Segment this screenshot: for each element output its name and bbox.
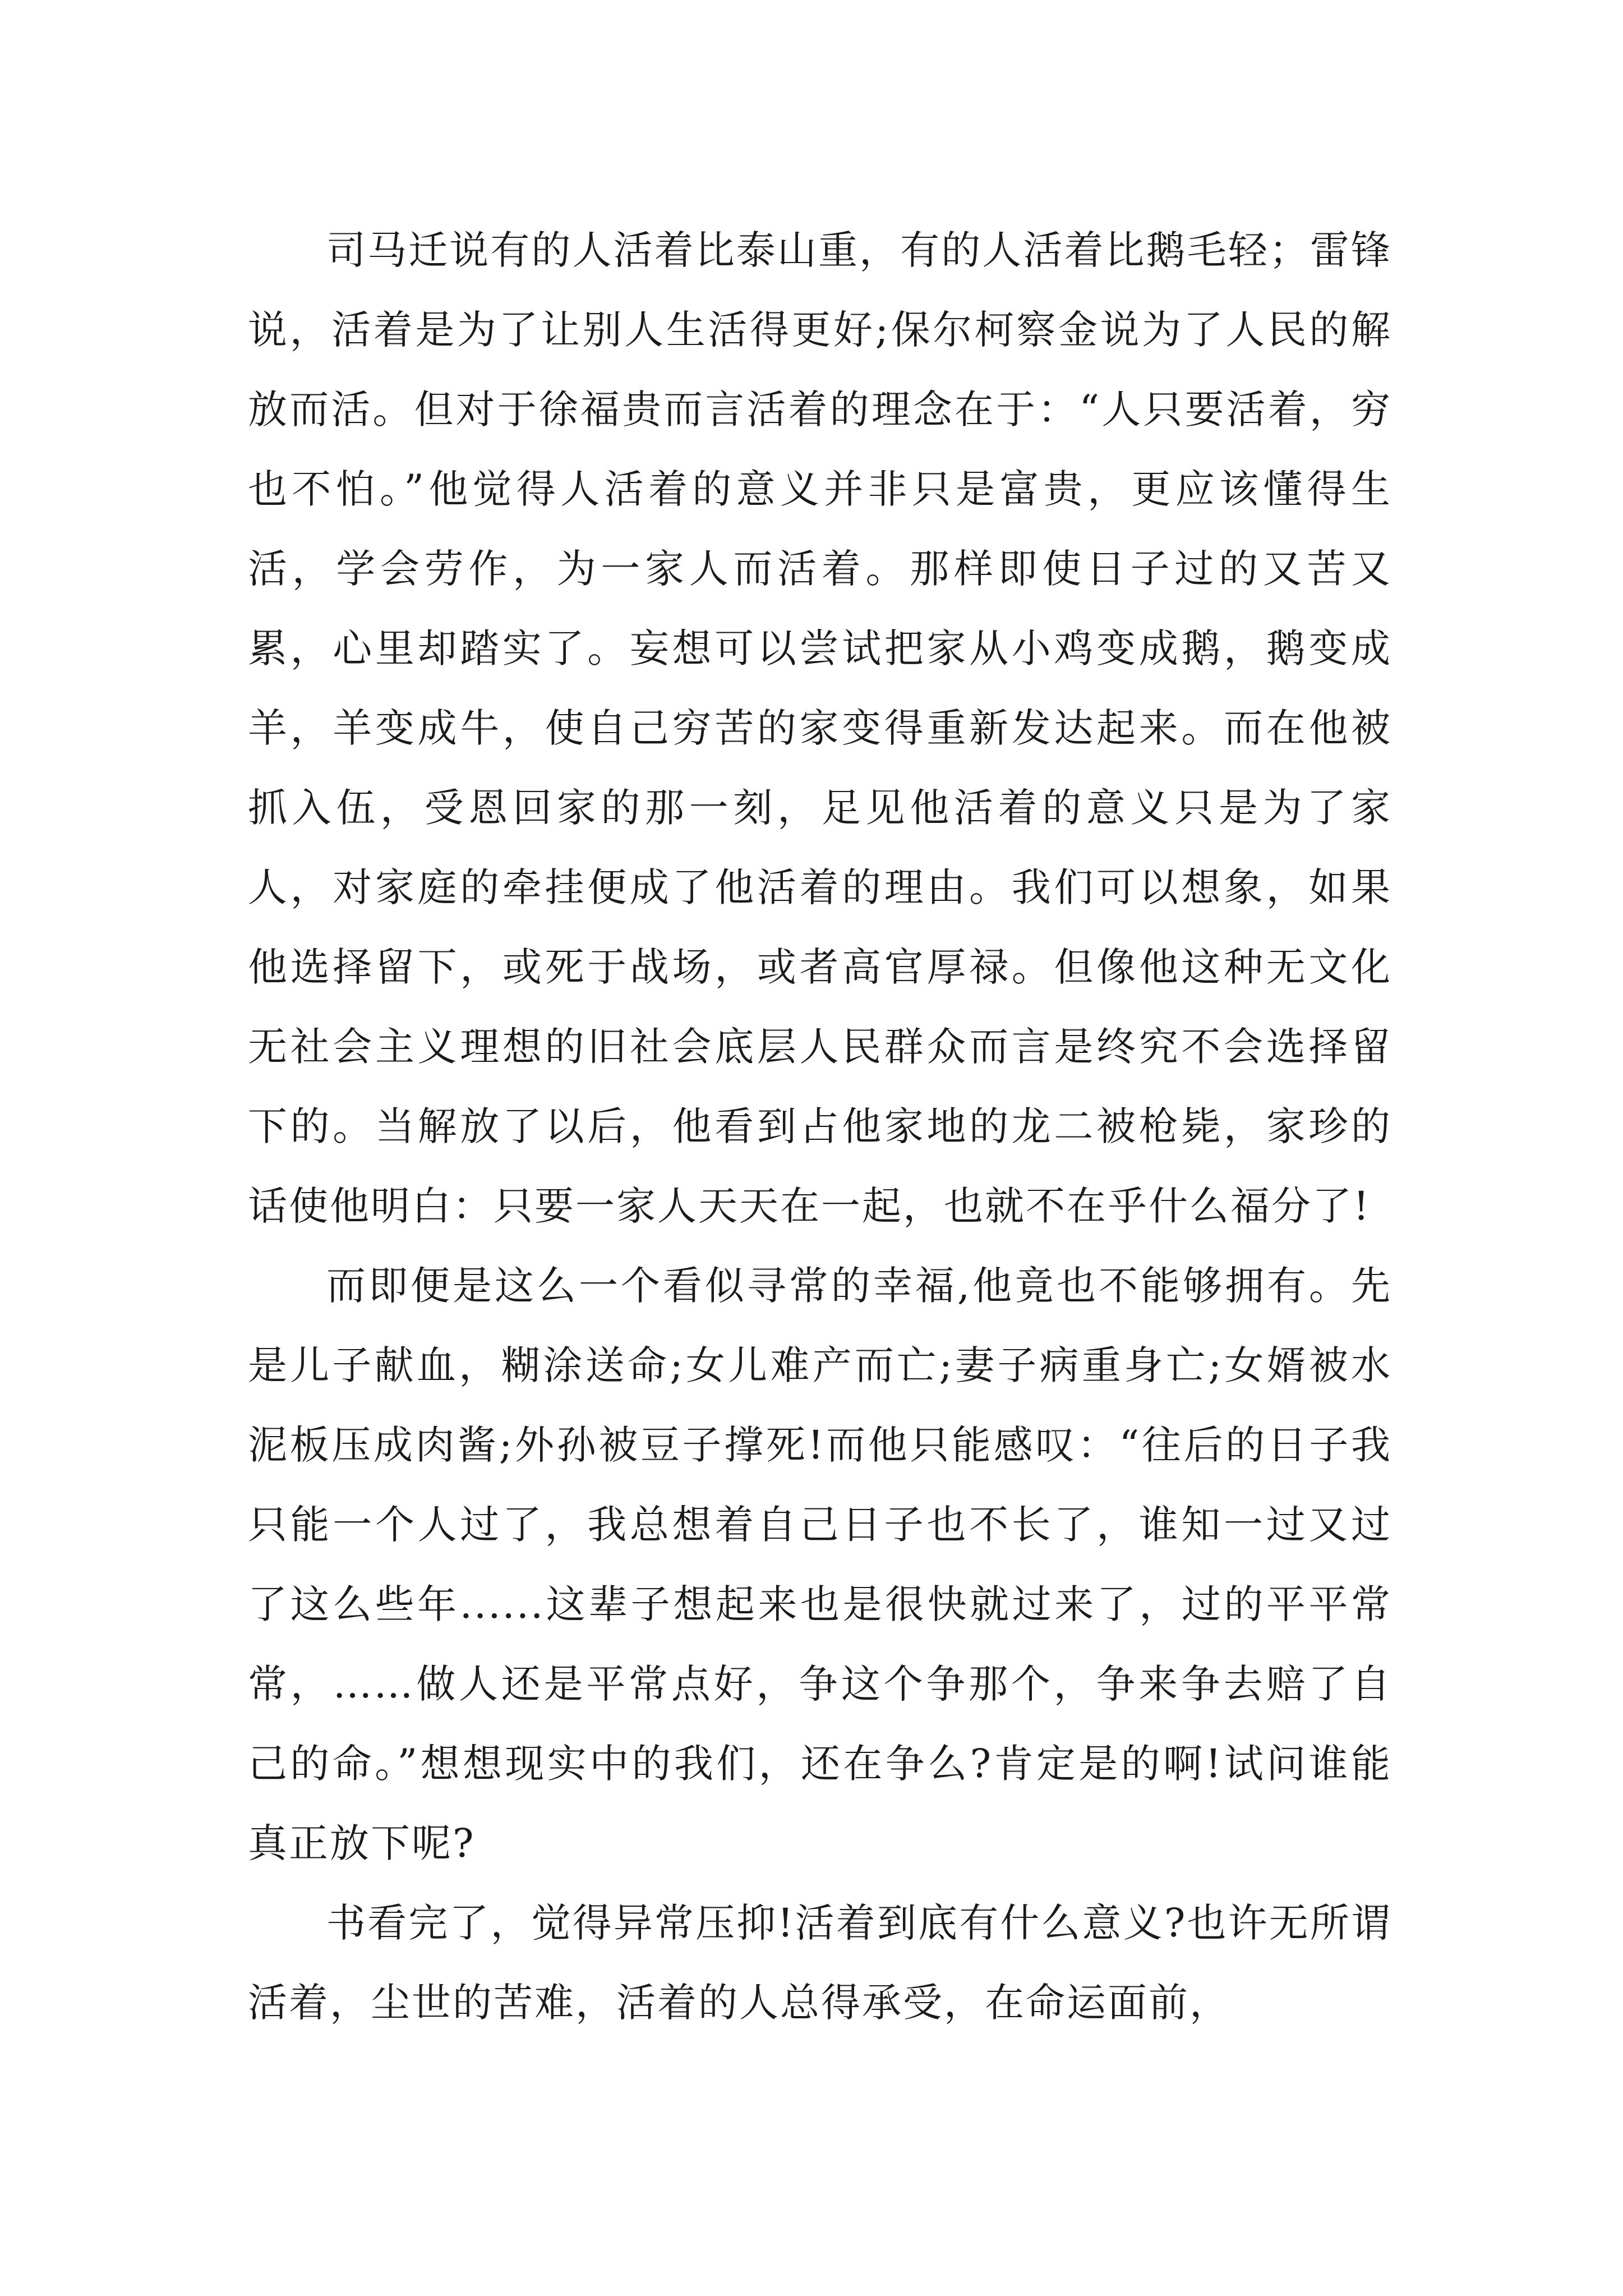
paragraph-3: 书看完了，觉得异常压抑!活着到底有什么意义?也许无所谓活着，尘世的苦难，活着的人总得承受，在命运面前， [248,1900,1392,2026]
document-body [248,210,1392,2042]
paragraph-1: 司马迁说有的人活着比泰山重，有的人活着比鹅毛轻；雷锋说，活着是为了让别人生活得更好;保尔柯察金说为了人民的解放而活。但对于徐福贵而言活着的理念在于：“人只要活着，穷也不怕。”他觉得人活着的意义并非只是富贵，更应该懂得生活，学会劳作，为一家人而活着。那样即使日子过的又苦又累，心里却踏实了。妄想可以尝试把家从小鸡变成鹅，鹅变成羊，羊变成牛，使自己穷苦的家变得重新发达起来。而在他被抓入伍，受恩回家的那一刻，足见他活着的意义只是为了家人，对家庭的牵挂便成了他活着的理由。我们可以想象，如果他选择留下，或死于战场，或者高官厚禄。但像他这种无文化无社会主义理想的旧社会底层人民群众而言是终究不会选择留下的。当解放了以后，他看到占他家地的龙二被枪毙，家珍的话使他明白：只要一家人天天在一起，也就不在乎什么福分了! [248,227,1392,1229]
paragraph-2: 而即便是这么一个看似寻常的幸福,他竟也不能够拥有。先是儿子献血，糊涂送命;女儿难产而亡;妻子病重身亡;女婿被水泥板压成肉酱;外孙被豆子撑死!而他只能感叹：“往后的日子我只能一个人过了，我总想着自己日子也不长了，谁知一过又过了这么些年......这辈子想起来也是很快就过来了，过的平平常常，……做人还是平常点好，争这个争那个，争来争去赔了自己的命。”想想现实中的我们，还在争么?肯定是的啊!试问谁能真正放下呢? [248,1263,1392,1866]
